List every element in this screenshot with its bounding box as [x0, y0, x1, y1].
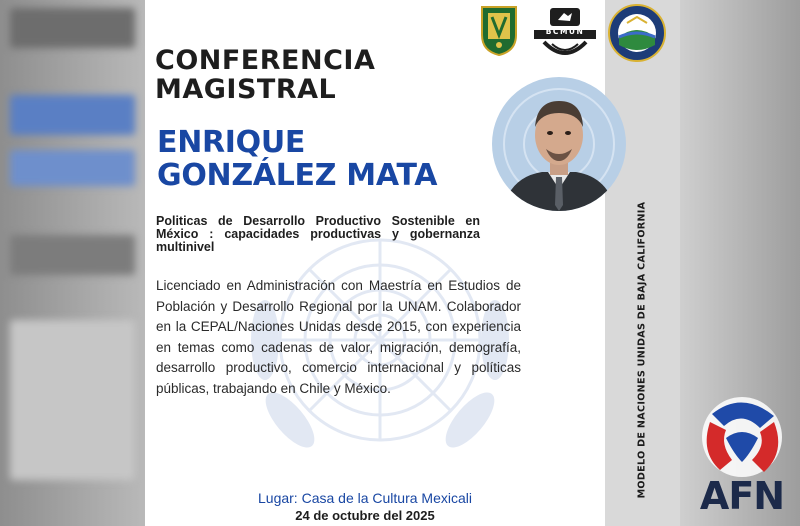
- venue-text: Lugar: Casa de la Cultura Mexicali: [258, 490, 472, 506]
- conference-topic: Politicas de Desarrollo Productivo Sostenible en México : capacidades productivas y gobernanza multinivel: [156, 214, 480, 254]
- university-shield-logo: [480, 5, 518, 57]
- blurred-shape: [10, 95, 135, 135]
- event-date: 24 de octubre del 2025: [295, 508, 435, 523]
- speaker-name: [157, 126, 437, 192]
- blurred-background-left: [0, 0, 145, 526]
- speaker-last-name: GONZÁLEZ MATA: [157, 158, 438, 193]
- sidebar-organization-text: MODELO DE NACIONES UNIDAS DE BAJA CALIFORNIA: [636, 201, 648, 499]
- afn-logo-text: AFN: [699, 474, 785, 518]
- poster: [145, 0, 605, 526]
- network-seal-logo: [607, 3, 667, 63]
- blurred-shape: [10, 320, 135, 480]
- title-line-2: MAGISTRAL: [155, 74, 337, 105]
- bcmun-logo-label: BCMUN: [545, 27, 585, 36]
- title-line-1: CONFERENCIA: [155, 45, 376, 76]
- blurred-shape: [10, 235, 135, 275]
- speaker-bio: Licenciado en Administración con Maestría en Estudios de Población y Desarrollo Regional por la UNAM. Colaborador en la CEPAL/Naciones Unidas desde 2015, con experiencia en temas como cadenas de valor, migración, demografía, desarrollo productivo, comercio internacional y políticas públicas, trabajando en Chile y México.: [156, 278, 521, 396]
- page-title: [155, 46, 375, 104]
- speaker-first-name: ENRIQUE: [157, 125, 306, 160]
- speaker-photo: [492, 77, 626, 211]
- blurred-shape: [10, 8, 135, 48]
- blurred-shape: [10, 150, 135, 186]
